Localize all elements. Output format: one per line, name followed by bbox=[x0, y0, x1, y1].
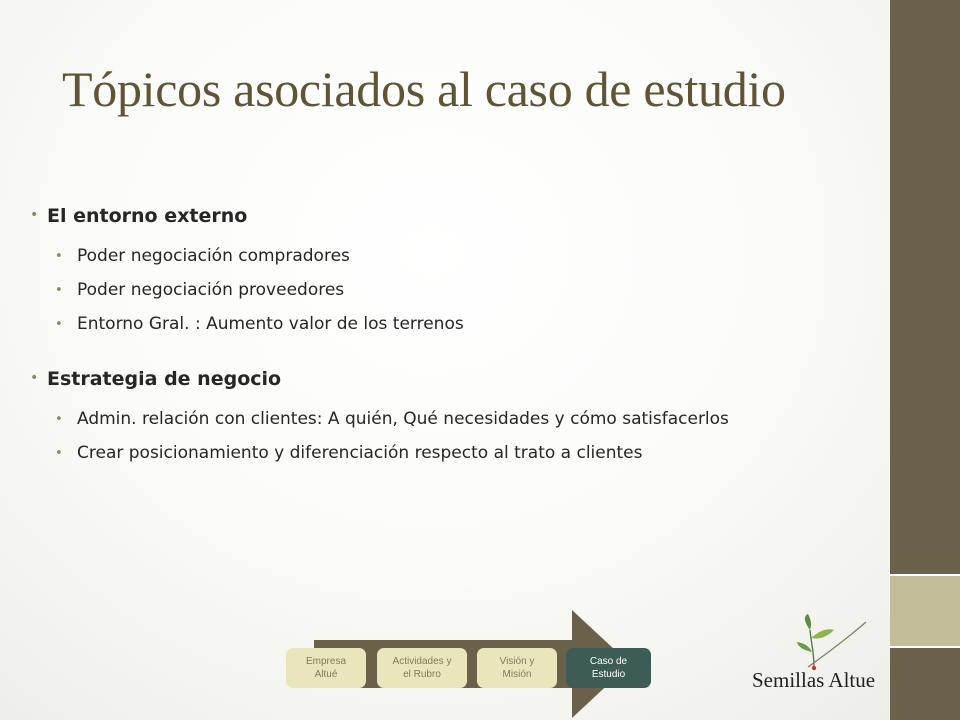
side-band-divider bbox=[890, 646, 960, 648]
bullet-icon: • bbox=[55, 317, 63, 332]
section-estrategia-negocio bbox=[30, 368, 830, 467]
step-caso-estudio[interactable] bbox=[566, 648, 651, 688]
section-entorno-externo bbox=[30, 205, 830, 338]
section-heading-text: El entorno externo bbox=[47, 205, 248, 227]
step-label: Visión y Misión bbox=[499, 656, 535, 680]
slide-title: Tópicos asociados al caso de estudio bbox=[62, 61, 786, 117]
section-heading bbox=[30, 205, 830, 227]
logo-wordmark: Semillas Altue bbox=[752, 668, 876, 692]
list-item bbox=[30, 277, 830, 304]
list-item-text: Poder negociación proveedores bbox=[77, 280, 345, 300]
step-label: Caso de Estudio bbox=[589, 656, 628, 680]
step-actividades-rubro[interactable] bbox=[377, 648, 467, 688]
bullet-icon: • bbox=[55, 446, 63, 461]
list-item-text: Entorno Gral. : Aumento valor de los terrenos bbox=[77, 314, 464, 334]
bullet-icon: • bbox=[55, 412, 63, 427]
section-heading-text: Estrategia de negocio bbox=[47, 368, 282, 390]
bullet-icon: • bbox=[30, 207, 39, 223]
section-heading bbox=[30, 368, 830, 390]
list-item bbox=[30, 243, 830, 270]
list-item bbox=[30, 311, 830, 338]
list-item-text: Admin. relación con clientes: A quién, Qué necesidades y cómo satisfacerlos bbox=[77, 409, 729, 429]
bullet-icon: • bbox=[55, 249, 63, 264]
step-empresa-altue[interactable] bbox=[286, 648, 366, 688]
side-band-light bbox=[890, 575, 960, 647]
decorative-side-band bbox=[890, 0, 960, 720]
list-item-text: Crear posicionamiento y diferenciación respecto al trato a clientes bbox=[77, 443, 643, 463]
list-item bbox=[30, 440, 830, 467]
step-label: Actividades y el Rubro bbox=[392, 656, 452, 680]
step-label: Empresa Altué bbox=[305, 656, 346, 680]
process-navigation bbox=[280, 608, 660, 720]
bullet-icon: • bbox=[30, 370, 39, 386]
side-band-dark-top bbox=[890, 0, 960, 575]
list-item bbox=[30, 406, 830, 433]
list-item-text: Poder negociación compradores bbox=[77, 246, 350, 266]
slide-content bbox=[30, 205, 830, 497]
bullet-icon: • bbox=[55, 283, 63, 298]
side-band-dark-bottom bbox=[890, 647, 960, 720]
side-band-divider bbox=[890, 574, 960, 576]
step-vision-mision[interactable] bbox=[477, 648, 557, 688]
